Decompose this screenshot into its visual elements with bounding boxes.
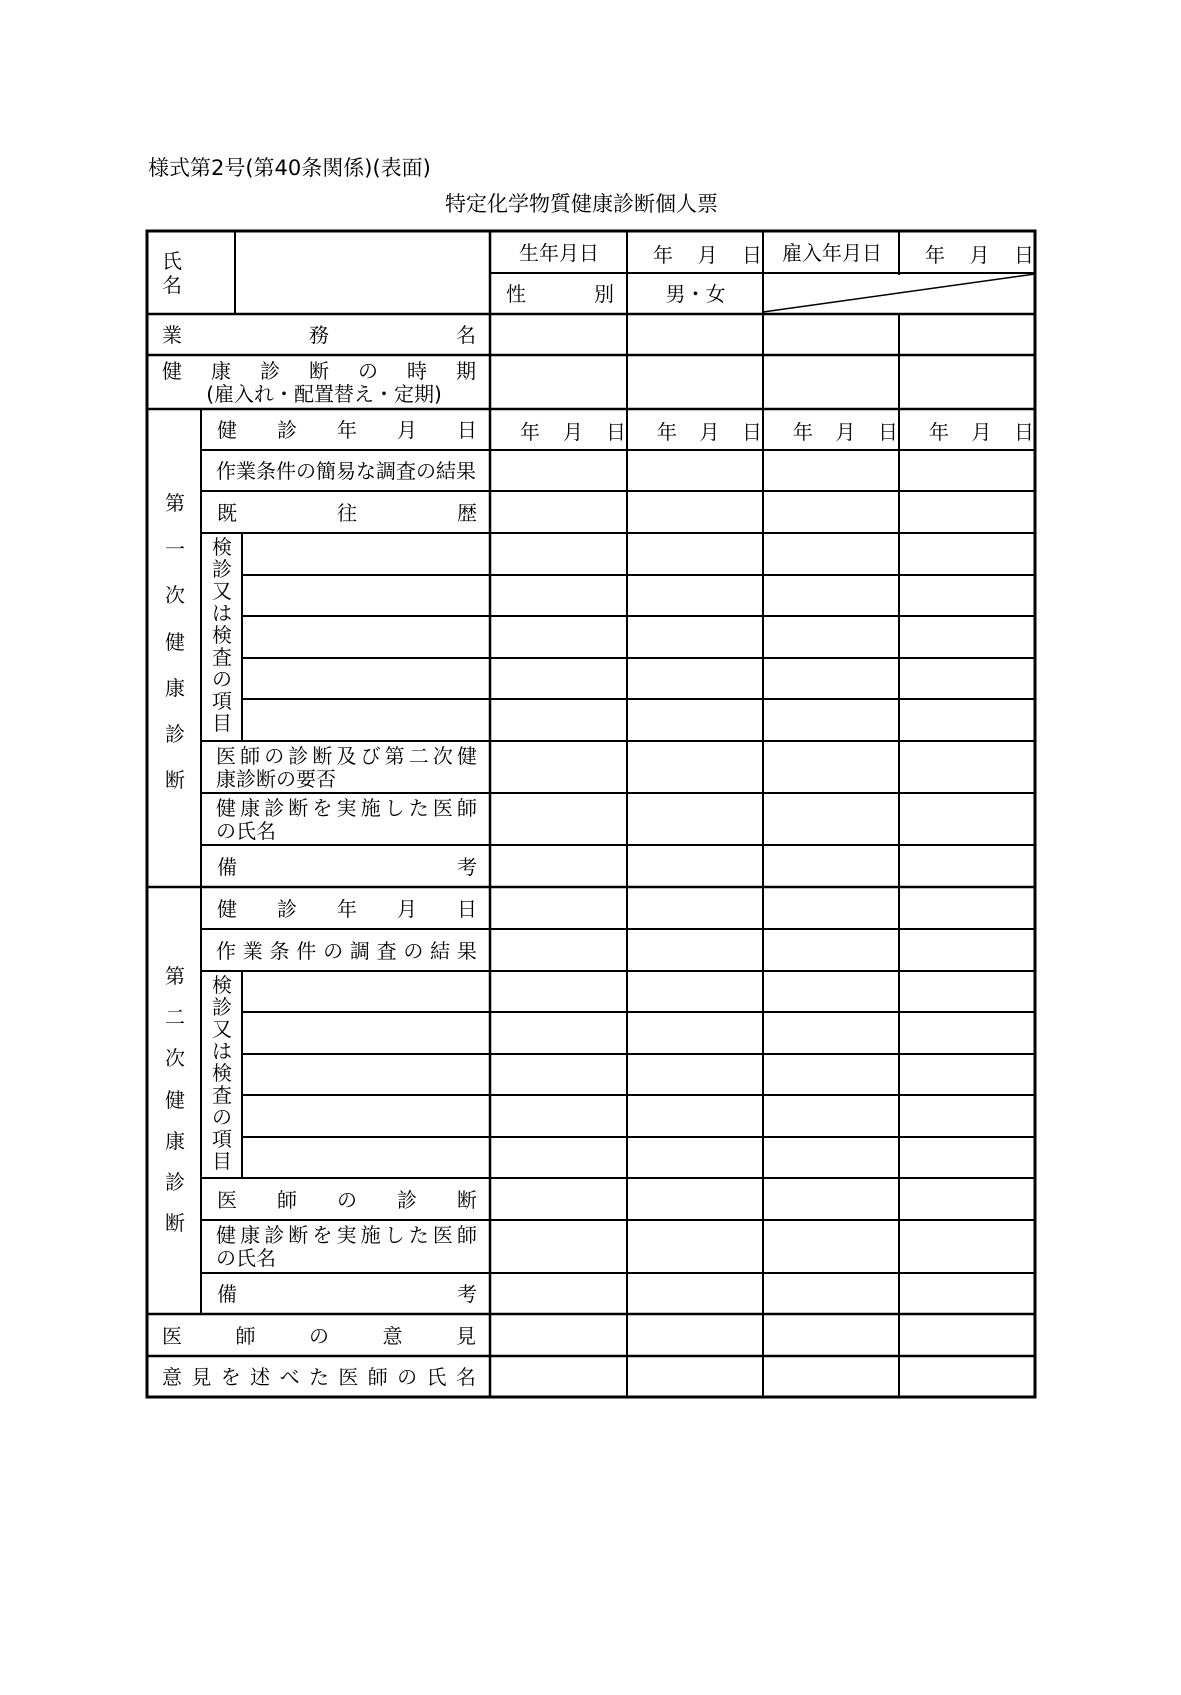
medical-history-label: 既 往 歴: [217, 500, 477, 525]
form-title: 特定化学物質健康診断個人票: [445, 192, 718, 216]
day-unit: 日: [878, 419, 898, 444]
day-unit: 日: [1014, 242, 1034, 267]
day-unit: 日: [606, 419, 626, 444]
birth-date-field[interactable]: [629, 233, 762, 273]
month-unit: 月: [835, 419, 856, 444]
birth-date-label: 生年月日: [519, 241, 599, 265]
sex-value[interactable]: 男・女: [665, 282, 726, 306]
simple-survey-label: 作業条件の簡易な調査の結果: [216, 459, 476, 483]
month-unit: 月: [563, 419, 583, 444]
first-exam-date-3[interactable]: [765, 411, 898, 449]
job-char-2: 務: [309, 323, 329, 347]
first-exam-date-label: 健 診 年 月 日: [217, 418, 477, 442]
hire-date-field[interactable]: [901, 233, 1034, 273]
first-doctor-diagnosis-label: [203, 743, 489, 792]
doctor-name-line2: の氏名: [216, 818, 276, 843]
year-unit: 年: [657, 419, 677, 444]
day-unit: 日: [742, 242, 762, 267]
sex-label-char-1: 性: [506, 282, 526, 306]
day-unit: 日: [742, 419, 762, 444]
first-exam-items-label: 検 診 又 は 検 査 の 項 目: [212, 535, 232, 735]
month-unit: 月: [699, 419, 720, 444]
job-char-3: 名: [456, 323, 476, 347]
timing-line2: (雇入れ・配置替え・定期): [206, 381, 442, 406]
year-unit: 年: [929, 419, 949, 444]
sex-label-char-2: 別: [594, 282, 614, 306]
doctor-name-line1: 健 康 診 断 を 実 施 し た 医 師: [216, 795, 477, 820]
second-doctor-diagnosis-label: 医 師 の 診 断: [217, 1187, 477, 1212]
second-survey-label: 作 業 条 件 の 調 査 の 結 果: [216, 938, 477, 963]
form-number: 様式第2号(第40条関係)(表面): [148, 156, 431, 180]
day-unit: 日: [1014, 419, 1034, 444]
first-remarks-label: 備 考: [217, 854, 477, 879]
year-unit: 年: [520, 419, 540, 444]
job-title-label: [150, 316, 488, 354]
job-char-1: 業: [162, 323, 182, 347]
diag-line1: 医 師 の 診 断 及 び 第 二 次 健: [216, 743, 477, 768]
name-label: 氏 名: [162, 249, 190, 297]
hire-date-label: 雇入年月日: [782, 241, 882, 265]
diag-line2: 康診断の要否: [216, 766, 336, 791]
month-unit: 月: [969, 242, 990, 267]
sex-label: [492, 275, 626, 313]
month-unit: 月: [697, 242, 718, 267]
year-unit: 年: [793, 419, 813, 444]
year-unit: 年: [925, 242, 945, 267]
first-exam-date-1[interactable]: [492, 411, 626, 449]
doctor-opinion-label: 医 師 の 意 見: [162, 1323, 476, 1348]
second-exam-section-label: 第 二 次 健 康 診 断: [165, 964, 185, 1235]
month-unit: 月: [971, 419, 992, 444]
year-unit: 年: [653, 242, 673, 267]
second-exam-items-label: 検 診 又 は 検 査 の 項 目: [212, 973, 232, 1173]
first-exam-date-2[interactable]: [629, 411, 762, 449]
doctor-name-line1: 健 康 診 断 を 実 施 し た 医 師: [216, 1223, 477, 1247]
first-doctor-name-label: [203, 795, 489, 844]
first-exam-date-4[interactable]: [901, 411, 1034, 449]
second-doctor-name-label: [203, 1222, 489, 1272]
doctor-name-line2: の氏名: [216, 1246, 276, 1270]
first-exam-section-label: 第 一 次 健 康 診 断: [165, 491, 185, 792]
timing-line1: 健 康 診 断 の 時 期: [162, 358, 476, 383]
second-remarks-label: 備 考: [217, 1282, 477, 1306]
second-exam-date-label: 健 診 年 月 日: [217, 896, 477, 921]
opinion-doctor-name-label: 意 見 を 述 べ た 医 師 の 氏 名: [162, 1365, 476, 1389]
exam-timing-label: [150, 357, 488, 408]
